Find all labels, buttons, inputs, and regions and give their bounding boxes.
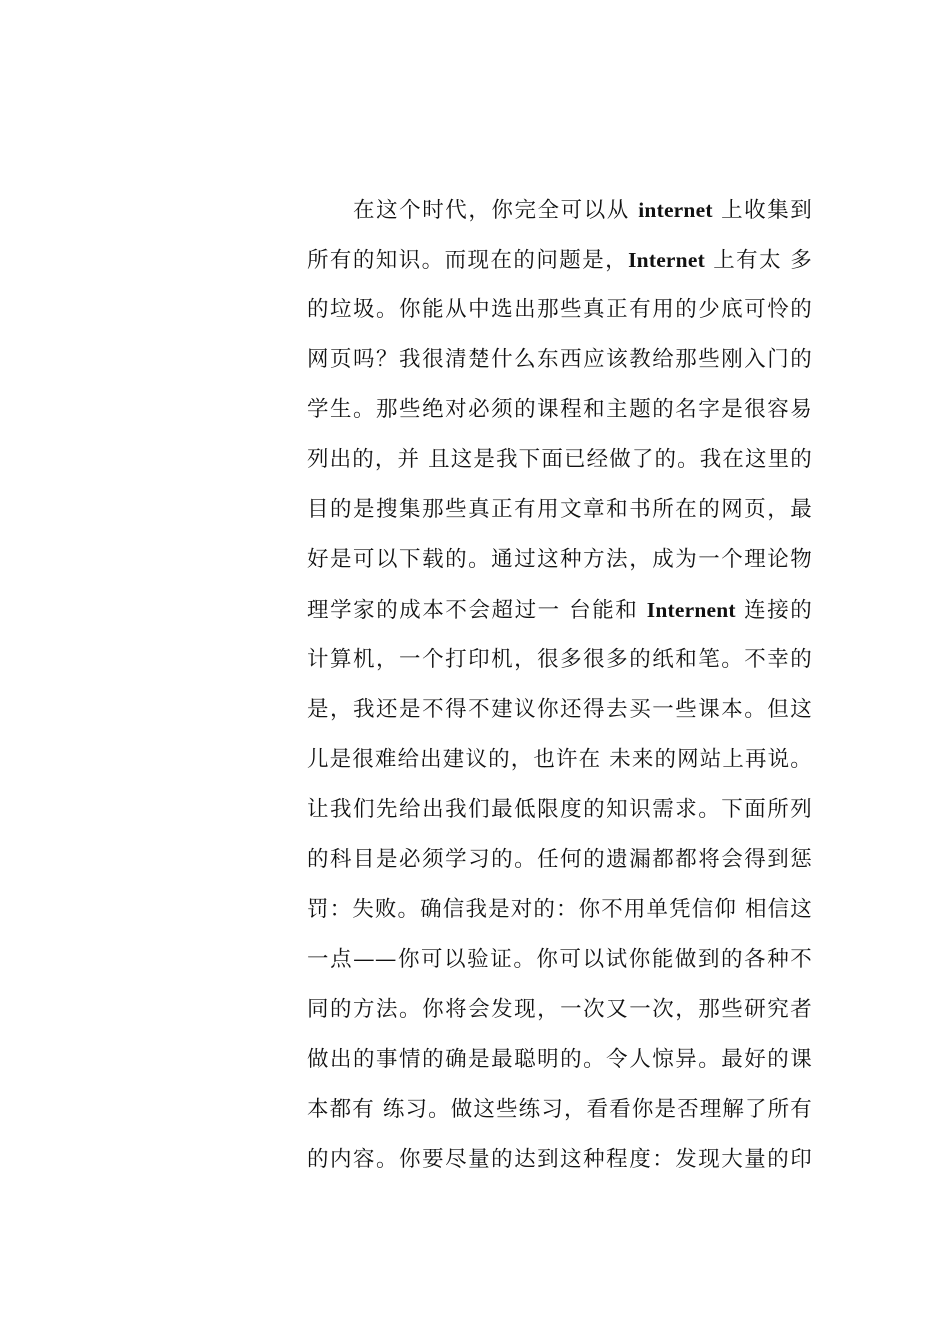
paragraph-line: 列出的，并 且这是我下面已经做了的。我在这里的 <box>307 447 812 472</box>
body-paragraph <box>307 185 812 1185</box>
paragraph-line: 所有的知识。而现在的问题是，Internet 上有太 多 <box>307 248 812 273</box>
paragraph-line: 是，我还是不得不建议你还得去买一些课本。但这 <box>307 697 812 722</box>
paragraph-line: 的内容。你要尽量的达到这种程度：发现大量的印 <box>307 1147 812 1172</box>
paragraph-line: 网页吗？我很清楚什么东西应该教给那些刚入门的 <box>307 347 812 372</box>
paragraph-line: 目的是搜集那些真正有用文章和书所在的网页，最 <box>307 497 812 522</box>
paragraph-line: 同的方法。你将会发现，一次又一次，那些研究者 <box>307 997 812 1022</box>
paragraph-line: 计算机，一个打印机，很多很多的纸和笔。不幸的 <box>307 647 812 672</box>
paragraph-line: 在这个时代，你完全可以从 internet 上收集到 <box>353 198 813 223</box>
latin-word: Internent <box>646 598 736 622</box>
latin-word: Internet <box>628 248 705 272</box>
paragraph-line: 好是可以下载的。通过这种方法，成为一个理论物 <box>307 547 812 572</box>
latin-word: internet <box>638 198 713 222</box>
paragraph-line: 的科目是必须学习的。任何的遗漏都都将会得到惩 <box>307 847 812 872</box>
paragraph-line: 本都有 练习。做这些练习，看看你是否理解了所有 <box>307 1097 812 1122</box>
paragraph-line: 儿是很难给出建议的，也许在 未来的网站上再说。 <box>307 747 812 772</box>
paragraph-line: 一点——你可以验证。你可以试你能做到的各种不 <box>307 947 812 972</box>
paragraph-line: 让我们先给出我们最低限度的知识需求。下面所列 <box>307 797 812 822</box>
paragraph-line: 做出的事情的确是最聪明的。令人惊异。最好的课 <box>307 1047 812 1072</box>
paragraph-line: 的垃圾。你能从中选出那些真正有用的少底可怜的 <box>307 297 812 322</box>
paragraph-line: 学生。那些绝对必须的课程和主题的名字是很容易 <box>307 397 812 422</box>
paragraph-line: 罚：失败。确信我是对的：你不用单凭信仰 相信这 <box>307 897 812 922</box>
paragraph-line: 理学家的成本不会超过一 台能和 Internent 连接的 <box>307 598 813 623</box>
